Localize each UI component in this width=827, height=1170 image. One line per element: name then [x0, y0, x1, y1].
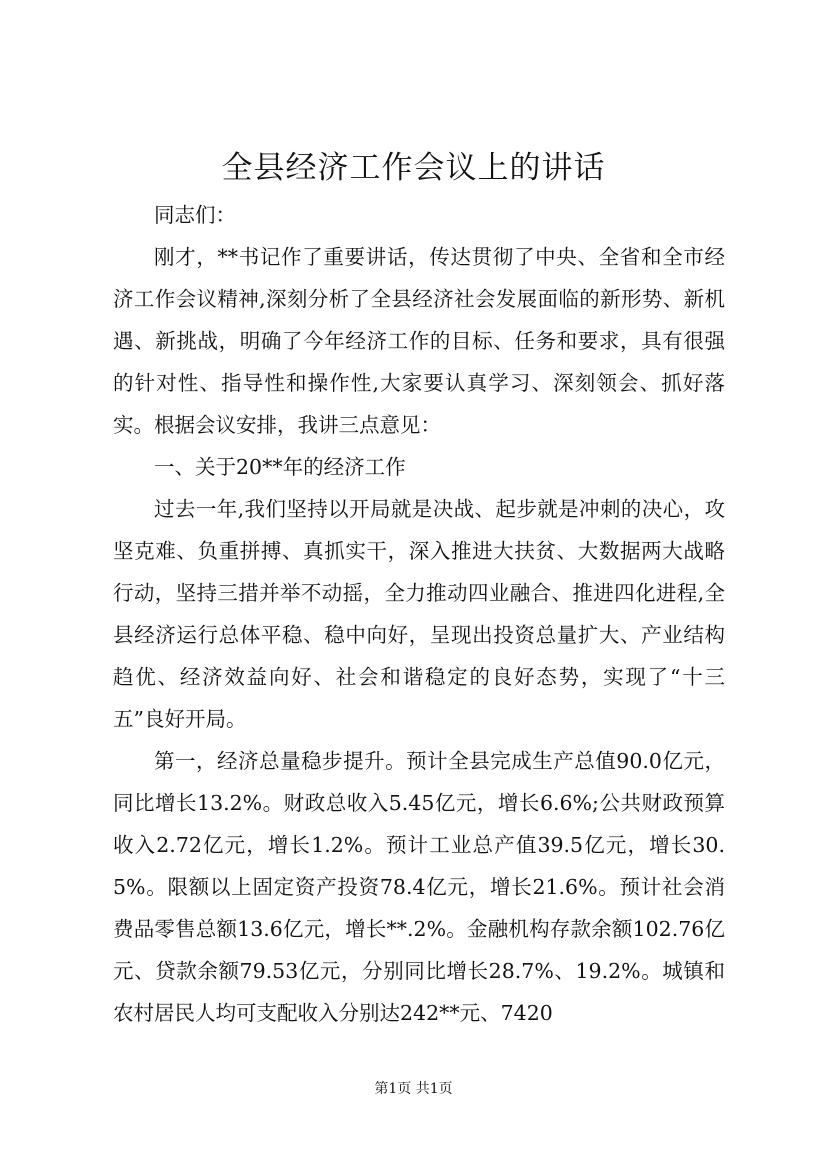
document-title: 全县经济工作会议上的讲话: [221, 150, 606, 186]
salutation-paragraph: 同志们：: [154, 203, 236, 227]
intro-paragraph: 刚才，**书记作了重要讲话，传达贯彻了中央、全省和全市经济工作会议精神,深刻分析了全县经济社会发展面临的新形势、新机遇、新挑战，明确了今年经济工作的目标、任务和要求，具有很强的针对性、指导性和操作性,大家要认真学习、深刻领会、抓好落实。根据会议安排，我讲三点意见：: [113, 245, 725, 437]
review-paragraph: 过去一年,我们坚持以开局就是决战、起步就是冲刺的决心，攻坚克难、负重拼搏、真抓实干，深入推进大扶贫、大数据两大战略行动，坚持三措并举不动摇，全力推动四业融合、推进四化进程,全县经济运行总体平稳、稳中向好，呈现出投资总量扩大、产业结构趋优、经济效益向好、社会和谐稳定的良好态势，实现了“十三五”良好开局。: [113, 497, 725, 731]
economy-paragraph: 第一，经济总量稳步提升。预计全县完成生产总值90.0亿元，同比增长13.2%。财政总收入5.45亿元，增长6.6%;公共财政预算收入2.72亿元，增长1.2%。预计工业总产值39.5亿元，增长30.5%。限额以上固定资产投资78.4亿元，增长21.6%。预计社会消费品零售总额13.6亿元，增长**.2%。金融机构存款余额102.76亿元、贷款余额79.53亿元，分别同比增长28.7%、19.2%。城镇和农村居民人均可支配收入分别达242**元、7420: [113, 749, 725, 1025]
document-body: [113, 194, 725, 1034]
section-heading: 一、关于20**年的经济工作: [154, 455, 406, 479]
page-footer: 第1页 共1页: [374, 1081, 453, 1097]
